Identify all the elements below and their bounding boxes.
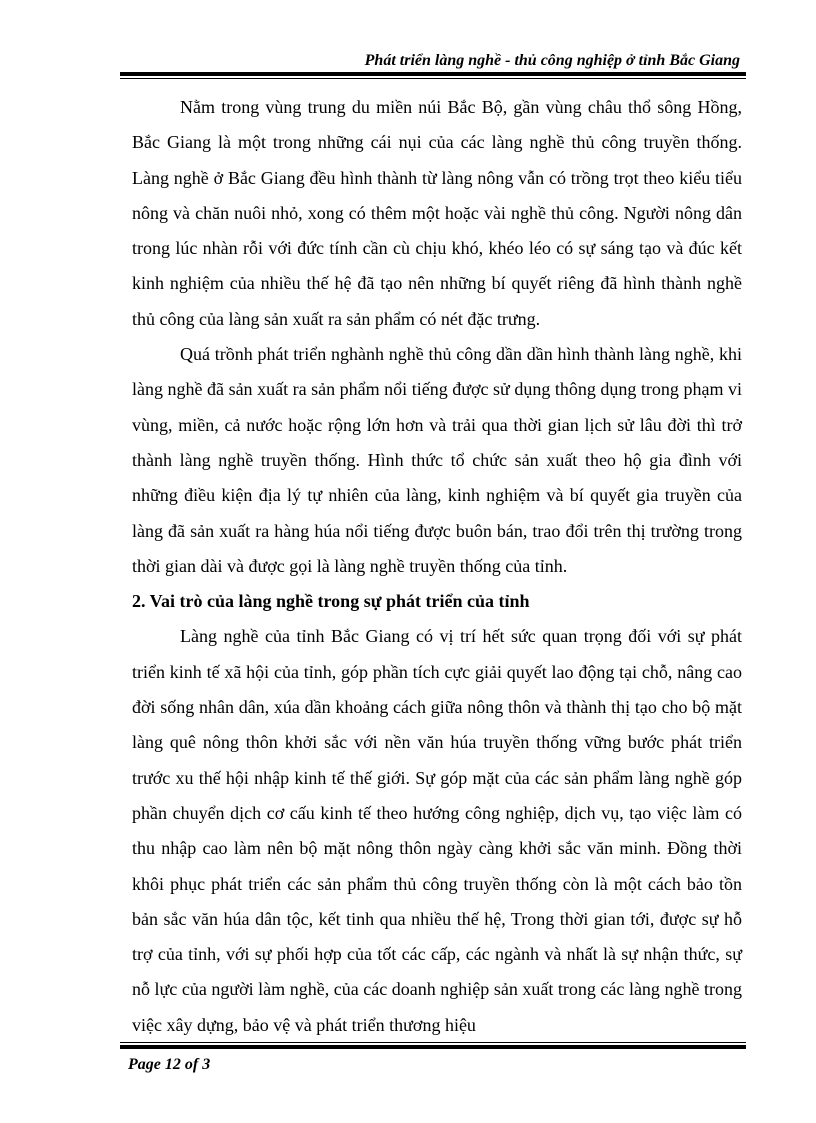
paragraph-2: Quá trồnh phát triển nghành nghề thủ công dần dần hình thành làng nghề, khi làng nghề đã sản xuất ra sản phẩm nổi tiếng được sử dụng thông dụng trong phạm vi vùng, miền, cả nước hoặc rộng lớn hơn và trải qua thời gian lịch sử lâu đời thì trở thành làng nghề truyền thống. Hình thức tổ chức sản xuất theo hộ gia đình với những điều kiện địa lý tự nhiên của làng, kinh nghiệm và bí quyết gia truyền của làng đã sản xuất ra hàng húa nổi tiếng được buôn bán, trao đổi trên thị trường trong thời gian dài và được gọi là làng nghề truyền thống của tỉnh. bbox=[132, 344, 742, 576]
footer-rule-thin bbox=[120, 1042, 746, 1043]
header-rule-thin bbox=[120, 78, 746, 79]
document-body bbox=[132, 90, 742, 1043]
footer-rule-thick bbox=[120, 1045, 746, 1049]
section-heading-2: 2. Vai trò của làng nghề trong sự phát triển của tỉnh bbox=[132, 591, 530, 612]
page-number-label: Page 12 of 3 bbox=[128, 1056, 211, 1073]
paragraph-1: Nằm trong vùng trung du miền núi Bắc Bộ, gần vùng châu thổ sông Hồng, Bắc Giang là một trong những cái nụi của các làng nghề thủ công truyền thống. Làng nghề ở Bắc Giang đều hình thành từ làng nông vẫn có trồng trọt theo kiểu tiểu nông và chăn nuôi nhỏ, xong có thêm một hoặc vài nghề thủ công. Người nông dân trong lúc nhàn rỗi với đức tính cần cù chịu khó, khéo léo có sự sáng tạo và đúc kết kinh nghiệm của nhiều thế hệ đã tạo nên những bí quyết riêng đã hình thành nghề thủ công của làng sản xuất ra sản phẩm có nét đặc trưng. bbox=[132, 97, 742, 329]
running-header-title: Phát triển làng nghề - thủ công nghiệp ở tỉnh Bắc Giang bbox=[364, 52, 740, 69]
paragraph-3: Làng nghề của tỉnh Bắc Giang có vị trí hết sức quan trọng đối với sự phát triển kinh tế xã hội của tỉnh, góp phần tích cực giải quyết lao động tại chỗ, nâng cao đời sống nhân dân, xúa dần khoảng cách giữa nông thôn và thành thị tạo cho bộ mặt làng quê nông thôn khởi sắc với nền văn húa truyền thống vững bước phát triển trước xu thế hội nhập kinh tế thế giới. Sự góp mặt của các sản phẩm làng nghề góp phần chuyển dịch cơ cấu kinh tế theo hướng công nghiệp, dịch vụ, tạo việc làm có thu nhập cao làm nên bộ mặt nông thôn ngày càng khởi sắc văn minh. Đồng thời khôi phục phát triển các sản phẩm thủ công truyền thống còn là một cách bảo tồn bản sắc văn húa dân tộc, kết tinh qua nhiều thế hệ, Trong thời gian tới, được sự hỗ trợ của tỉnh, với sự phối hợp của tốt các cấp, các ngành và nhất là sự nhận thức, sự nỗ lực của người làm nghề, của các doanh nghiệp sản xuất trong các làng nghề trong việc xây dựng, bảo vệ và phát triển thương hiệu bbox=[132, 626, 742, 1035]
header-rule-thick bbox=[120, 72, 746, 76]
